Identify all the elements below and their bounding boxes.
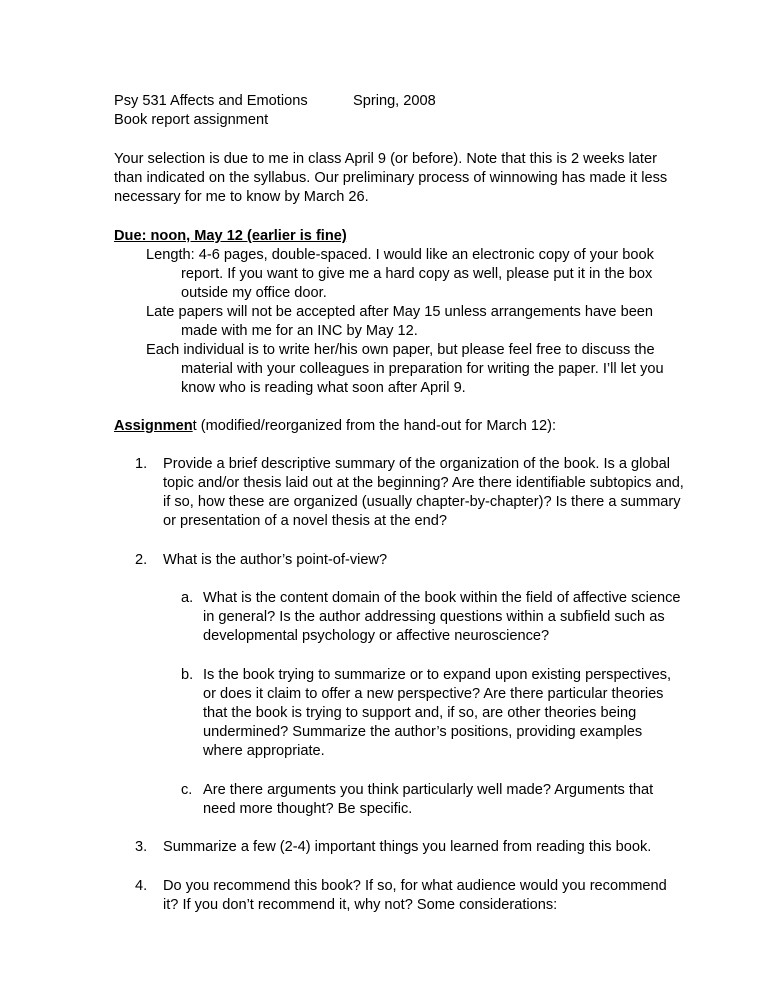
item-3-line: Summarize a few (2-4) important things you learned from reading this book. — [163, 839, 652, 855]
subitem-a-line: developmental psychology or affective neuroscience? — [203, 628, 550, 644]
document-subtitle: Book report assignment — [114, 112, 269, 128]
term: Spring, 2008 — [353, 93, 436, 109]
subitem-b-line: or does it claim to offer a new perspective? Are there particular theories — [203, 686, 664, 702]
due-individual-line: material with your colleagues in preparation for writing the paper. I’ll let you — [181, 361, 664, 377]
subitem-c-line: need more thought? Be specific. — [203, 801, 413, 817]
item-1-line: if so, how these are organized (usually chapter-by-chapter)? Is there a summary — [163, 494, 681, 510]
item-number: 2. — [135, 552, 148, 568]
due-late-line: made with me for an INC by May 12. — [181, 323, 418, 339]
item-number: 3. — [135, 839, 148, 855]
assignment-heading — [114, 417, 556, 436]
subitem-a-line: What is the content domain of the book within the field of affective science — [203, 590, 681, 606]
item-1-line: Provide a brief descriptive summary of the organization of the book. Is a global — [163, 456, 670, 472]
course-title: Psy 531 Affects and Emotions — [114, 93, 308, 109]
subitem-b-line: where appropriate. — [203, 743, 325, 759]
subitem-letter: c. — [181, 782, 193, 798]
intro-line: necessary for me to know by March 26. — [114, 189, 369, 205]
subitem-a-line: in general? Is the author addressing questions within a subfield such as — [203, 609, 665, 625]
due-heading: Due: noon, May 12 (earlier is fine) — [114, 228, 347, 244]
subitem-b-line: that the book is trying to support and, if so, are other theories being — [203, 705, 637, 721]
subitem-c-line: Are there arguments you think particularly well made? Arguments that — [203, 782, 654, 798]
due-length-line: report. If you want to give me a hard copy as well, please put it in the box — [181, 266, 653, 282]
item-4-line: it? If you don’t recommend it, why not? Some considerations: — [163, 897, 558, 913]
intro-line: Your selection is due to me in class April 9 (or before). Note that this is 2 weeks later — [114, 151, 657, 167]
subitem-letter: a. — [181, 590, 194, 606]
due-length-line: Length: 4-6 pages, double-spaced. I would like an electronic copy of your book — [146, 247, 654, 263]
assignment-heading-rest: t (modified/reorganized from the hand-out for March 12): — [192, 418, 557, 434]
intro-line: than indicated on the syllabus. Our preliminary process of winnowing has made it less — [114, 170, 668, 186]
item-1-line: or presentation of a novel thesis at the end? — [163, 513, 447, 529]
subitem-b-line: undermined? Summarize the author’s positions, providing examples — [203, 724, 643, 740]
item-number: 1. — [135, 456, 148, 472]
subitem-letter: b. — [181, 667, 194, 683]
subitem-b-line: Is the book trying to summarize or to expand upon existing perspectives, — [203, 667, 672, 683]
due-individual-line: Each individual is to write her/his own paper, but please feel free to discuss the — [146, 342, 655, 358]
item-2-line: What is the author’s point-of-view? — [163, 552, 388, 568]
due-length-line: outside my office door. — [181, 285, 327, 301]
item-number: 4. — [135, 878, 148, 894]
due-late-line: Late papers will not be accepted after May 15 unless arrangements have been — [146, 304, 654, 320]
item-4-line: Do you recommend this book? If so, for what audience would you recommend — [163, 878, 667, 894]
item-1-line: topic and/or thesis laid out at the beginning? Are there identifiable subtopics and, — [163, 475, 684, 491]
assignment-heading-bold: Assignmen — [114, 418, 193, 434]
due-individual-line: know who is reading what soon after April 9. — [181, 380, 466, 396]
